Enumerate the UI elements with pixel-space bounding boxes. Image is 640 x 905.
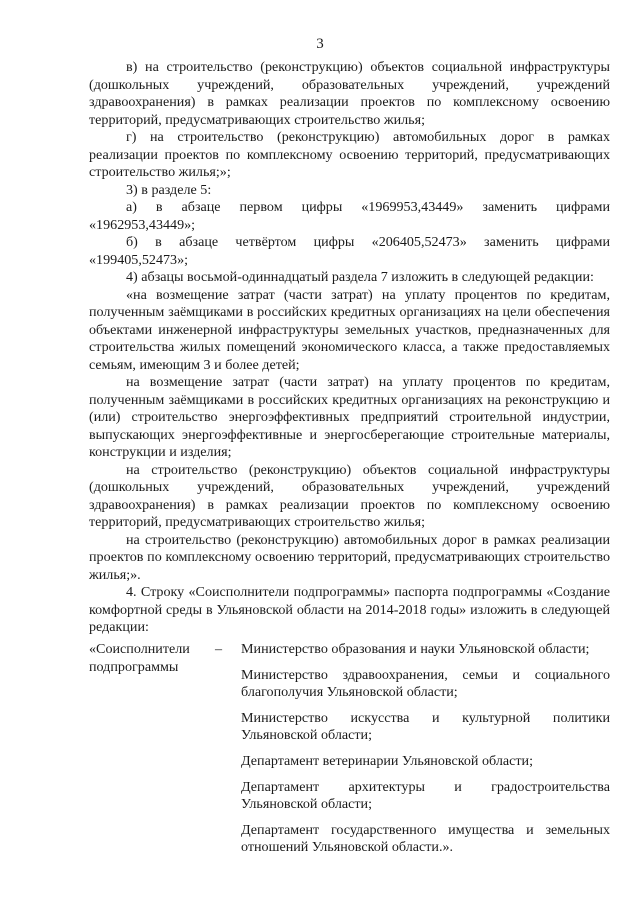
list-item: Департамент государственного имущества и земельных отношений Ульяновской области.».: [241, 821, 610, 856]
list-item: Департамент ветеринарии Ульяновской области;: [241, 753, 533, 770]
list-item: Министерство искусства и культурной политики Ульяновской области;: [241, 709, 610, 744]
list-item: Министерство образования и науки Ульяновской области;: [241, 641, 590, 657]
paragraph-section5: 3) в разделе 5:: [126, 181, 212, 198]
paragraph-quote-4: на строительство (реконструкцию) автомобильных дорог в рамках реализации проектов по комплексному освоению территорий, предусматривающих строительство жилья;».: [89, 531, 610, 583]
paragraph-b: б) в абзаце четвёртом цифры «206405,52473» заменить цифрами «199405,52473»;: [89, 234, 610, 268]
paragraph-quote-1: «на возмещение затрат (части затрат) на уплату процентов по кредитам, полученным заёмщиками в российских кредитных организациях на цели обеспечения объектами инженерной инфраструктуры земельных участков, предназначенных для строительства жилых помещений экономического класса, а также предоставляемых семьям, имеющим 3 и более детей;: [89, 286, 610, 373]
paragraph-item-4: 4. Строку «Соисполнители подпрограммы» паспорта подпрограммы «Создание комфортной среды в Ульяновской области на 2014-2018 годы» изложить в следующей редакции:: [89, 584, 610, 635]
co-executors-label: «Соисполнители подпрограммы: [89, 641, 190, 675]
paragraph-quote-2: на возмещение затрат (части затрат) на уплату процентов по кредитам, полученным заёмщиками в российских кредитных организациях на реконструкцию и (или) строительство энергоэффективных предприятий строительной индустрии, выпускающих энергоэффективные и энергосберегающие строительные материалы, конструкции и изделия;: [89, 374, 610, 460]
paragraph-g: г) на строительство (реконструкцию) автомобильных дорог в рамках реализации проектов по комплексному освоению территорий, предусматривающих строительство жилья;»;: [89, 129, 610, 180]
document-body: [89, 59, 610, 637]
table-dash: –: [215, 641, 223, 657]
co-executors-list: [241, 641, 610, 857]
paragraph-v: в) на строительство (реконструкцию) объектов социальной инфраструктуры (дошкольных учреждений, образовательных учреждений, учреждений здравоохранения) в рамках реализации проектов по комплексному освоению территорий, предусматривающих строительство жилья;: [89, 59, 610, 128]
paragraph-quote-3: на строительство (реконструкцию) объектов социальной инфраструктуры (дошкольных учреждений, образовательных учреждений, учреждений здравоохранения) в рамках реализации проектов по комплексному освоению территорий, предусматривающих строительство жилья;: [89, 461, 610, 530]
page-number: 3: [316, 36, 324, 52]
list-item: Департамент архитектуры и градостроительства Ульяновской области;: [241, 778, 610, 813]
paragraph-a: а) в абзаце первом цифры «1969953,43449» заменить цифрами «1962953,43449»;: [89, 199, 610, 233]
paragraph-section7: 4) абзацы восьмой-одиннадцатый раздела 7 изложить в следующей редакции:: [126, 269, 594, 285]
list-item: Министерство здравоохранения, семьи и социального благополучия Ульяновской области;: [241, 666, 610, 701]
